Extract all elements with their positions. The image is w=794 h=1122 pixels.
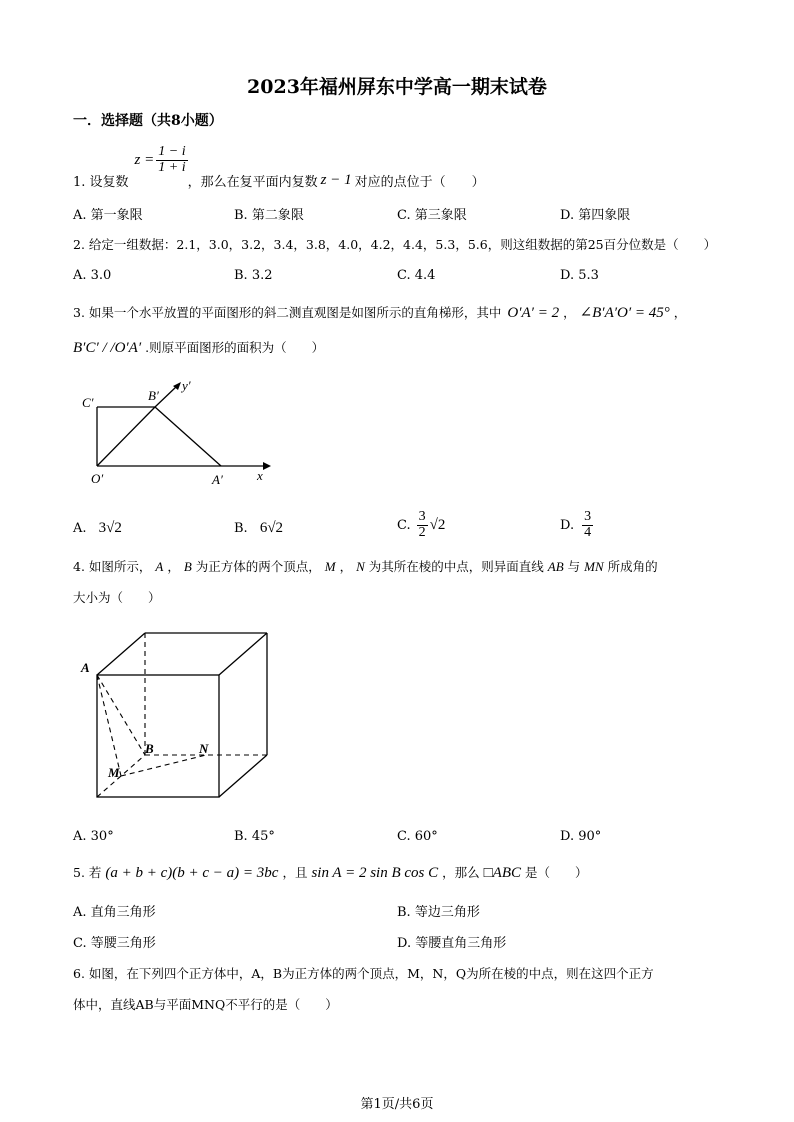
q3-option-c-num: 3 — [418, 509, 426, 524]
q4-var-a: A — [155, 559, 164, 574]
q1-z-numerator: 1 − i — [158, 143, 186, 159]
q3-option-c-label: C. — [397, 517, 411, 533]
page-footer: 第1页/共6页 — [360, 1097, 434, 1112]
q3-option-b-label: B. — [234, 521, 248, 536]
question-3-line-2 — [73, 338, 324, 357]
q3-edge-ob — [97, 407, 155, 466]
q3-line1-math-2: ∠B′A′O′ = 45° — [579, 305, 670, 321]
q1-option-c: C. 第三象限 — [397, 208, 467, 223]
q5-math-3: □ABC — [483, 865, 521, 881]
question-3-line-1: 3. 如果一个水平放置的平面图形的斜二测直观图是如图所示的直角梯形，其中 O′A′ = 2 ， ∠B′A′O′ = 45° ， — [73, 305, 687, 321]
page-title: 2023年福州屏东中学高一期末试卷 — [247, 76, 547, 98]
q4-option-d: D. 90° — [560, 829, 602, 844]
q4-label-n: N — [199, 741, 209, 756]
q4-sep-1: ， — [167, 559, 180, 574]
q3-option-a-value: 3√2 — [98, 520, 122, 536]
q4-line1-c: 为其所在棱的中点，则异面直线 — [368, 559, 544, 574]
q4-figure-cube — [75, 628, 275, 803]
q3-option-c-den: 2 — [418, 524, 426, 540]
q3-option-c-fraction — [417, 510, 428, 540]
q5-option-b: B. 等边三角形 — [397, 905, 480, 920]
q4-var-mn: MN — [584, 559, 604, 574]
q5-math-1: (a + b + c)(b + c − a) = 3bc — [105, 865, 279, 881]
q3-option-d-label: D. — [560, 517, 575, 533]
q4-label-m: M — [108, 765, 120, 780]
q3-option-d-den: 4 — [584, 524, 592, 540]
q4-var-b: B — [183, 559, 192, 574]
question-4-line-1 — [73, 557, 658, 575]
q4-line1-b: 为正方体的两个顶点， — [195, 559, 321, 574]
q1-option-d: D. 第四象限 — [560, 208, 631, 223]
q5-option-d: D. 等腰直角三角形 — [397, 936, 507, 951]
q5-mid: ，且 — [282, 865, 308, 880]
q3-option-d — [560, 510, 593, 540]
q4-line1-d: 与 — [567, 559, 581, 574]
q3-option-d-num: 3 — [584, 509, 592, 524]
q3-label-y: y′ — [182, 378, 191, 393]
q1-prefix: 1. 设复数 — [73, 174, 129, 190]
q1-suffix: 对应的点位于（ ） — [354, 174, 485, 190]
q3-edge-ba — [155, 407, 221, 466]
q4-var-m: M — [324, 559, 336, 574]
q3-figure-trapezoid — [75, 378, 275, 488]
question-1 — [73, 143, 485, 189]
q3-option-a — [73, 520, 122, 537]
q3-label-x: x — [257, 468, 263, 483]
question-4-line-2: 大小为（ ） — [73, 590, 161, 605]
q4-line1-a: 4. 如图所示， — [73, 559, 152, 574]
q4-option-c: C. 60° — [397, 829, 438, 844]
q1-expr: z − 1 — [320, 171, 352, 188]
q1-z-lhs: z = — [134, 151, 155, 168]
q1-option-a: A. 第一象限 — [73, 208, 143, 223]
q3-line2-text: .则原平面图形的面积为（ ） — [145, 340, 325, 355]
q5-option-a: A. 直角三角形 — [73, 905, 156, 920]
q2-option-d: D. 5.3 — [560, 268, 599, 283]
q3-label-c: C′ — [82, 395, 94, 410]
q3-line2-math: B′C′ / /O′A′ — [73, 340, 142, 356]
question-2: 2. 给定一组数据：2.1，3.0，3.2，3.4，3.8，4.0，4.2，4.4，5.3，5.6，则这组数据的第25百分位数是（ ） — [73, 237, 717, 252]
q3-option-b-value: 6√2 — [259, 520, 284, 536]
q4-var-ab: AB — [547, 559, 564, 574]
q2-option-a: A. 3.0 — [73, 268, 112, 283]
q3-option-b — [234, 520, 283, 537]
q5-math-2: sin A = 2 sin B cos C — [311, 865, 439, 881]
q2-option-c: C. 4.4 — [397, 268, 436, 283]
q1-z-fraction — [156, 145, 187, 175]
question-5 — [73, 863, 588, 882]
q3-label-o: O′ — [91, 471, 104, 486]
q2-option-b: B. 3.2 — [234, 268, 273, 283]
q1-option-b: B. 第二象限 — [234, 208, 304, 223]
q3-option-c-radical: √2 — [429, 516, 446, 533]
q4-label-b: B — [145, 741, 154, 756]
q3-line1-math-1: O′A′ = 2 — [507, 305, 560, 321]
q3-option-a-label: A. — [73, 521, 87, 536]
q5-prefix: 5. 若 — [73, 865, 102, 880]
q5-mid2: ，那么 — [442, 865, 480, 880]
q4-option-b: B. 45° — [234, 829, 275, 844]
q4-segment-am — [97, 675, 121, 776]
q4-segment-ab — [97, 675, 145, 755]
q4-edge-top-left — [97, 633, 145, 675]
q4-option-a: A. 30° — [73, 829, 114, 844]
question-6-line-2: 体中，直线AB与平面MNQ不平行的是（ ） — [73, 997, 338, 1012]
q3-label-b: B′ — [148, 388, 159, 403]
q5-suffix: 是（ ） — [524, 865, 588, 880]
q3-x-arrow-icon — [263, 462, 271, 470]
q4-edge-top-right — [219, 633, 267, 675]
q4-line1-e: 所成角的 — [607, 559, 658, 574]
q3-line1-text: 3. 如果一个水平放置的平面图形的斜二测直观图是如图所示的直角梯形，其中 — [73, 305, 502, 320]
q5-option-c: C. 等腰三角形 — [73, 936, 156, 951]
q3-label-a: A′ — [212, 472, 223, 487]
question-6-line-1: 6. 如图，在下列四个正方体中，A，B为正方体的两个顶点，M，N，Q为所在棱的中点，则在这四个正方 — [73, 966, 654, 981]
q3-option-c — [397, 510, 445, 540]
q4-var-n: N — [356, 559, 365, 574]
q3-option-d-fraction — [582, 510, 593, 540]
q1-mid: ，那么在复平面内复数 — [187, 174, 318, 190]
q1-z-denominator: 1 + i — [158, 159, 186, 175]
q4-label-a: A — [81, 660, 90, 675]
section-heading: 一．选择题（共8小题） — [73, 113, 223, 129]
q4-sep-2: ， — [339, 559, 353, 574]
q4-edge-bottom-right — [219, 755, 267, 797]
